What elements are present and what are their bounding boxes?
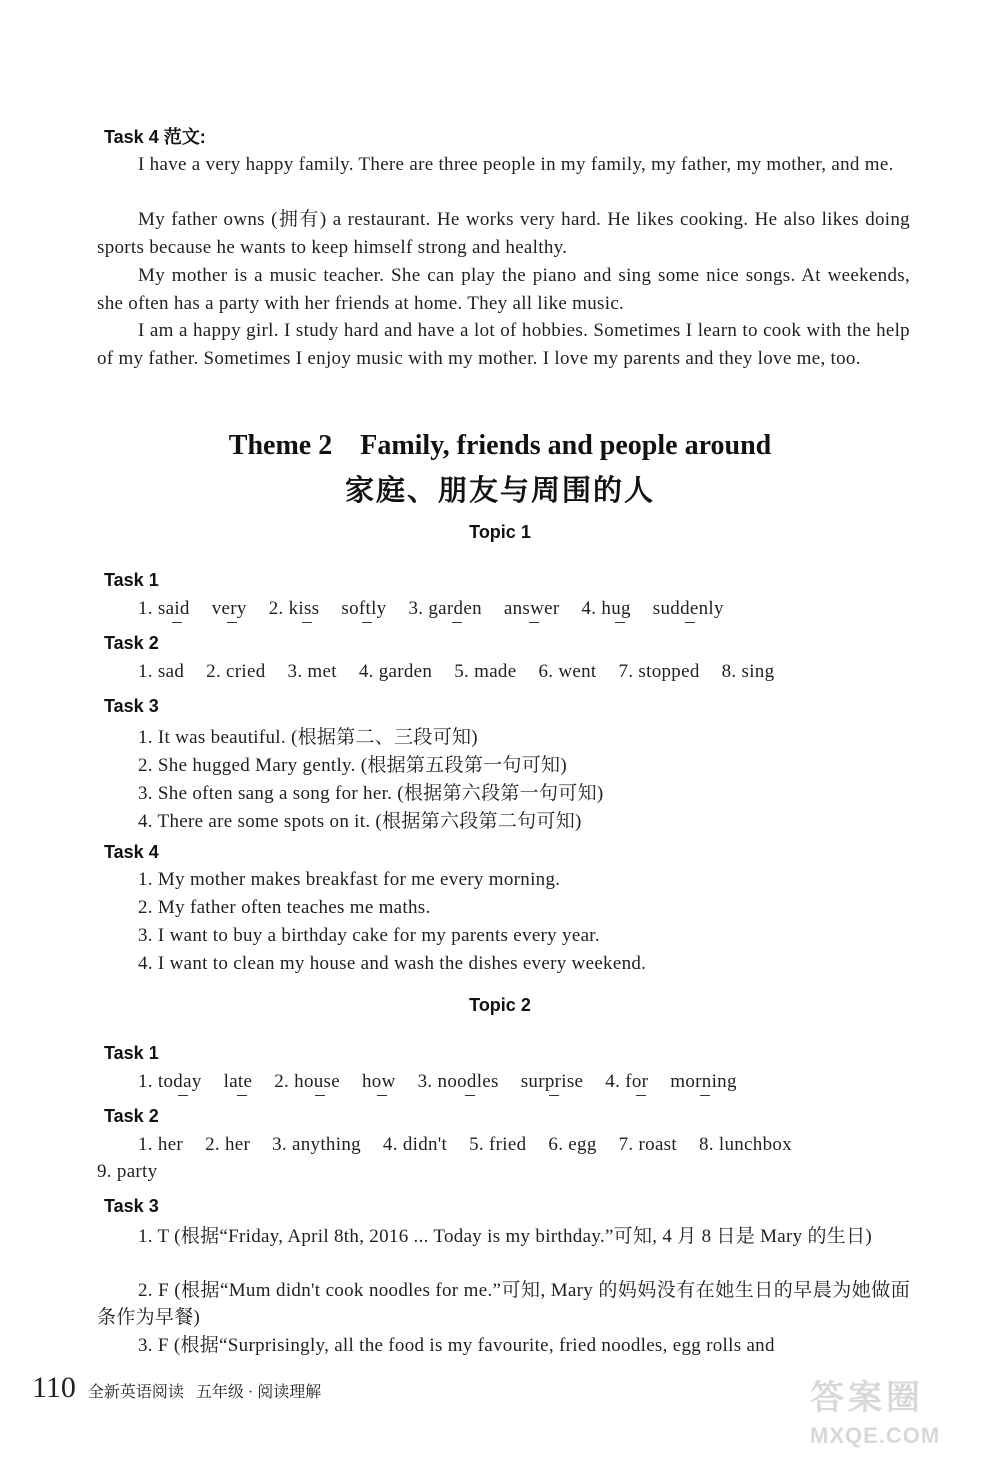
answer-word: very — [211, 598, 247, 619]
topic1-task2-answers — [138, 661, 796, 683]
topic2-task2-answer-9: 9. party — [97, 1161, 158, 1182]
essay-paragraph-4: I am a happy girl. I study hard and have a lot of hobbies. Sometimes I learn to cook with the help of my father. Sometimes I enjoy music with my mother. I love my parents and they love me, too. — [97, 320, 910, 369]
answer-word: 5. made — [454, 661, 517, 682]
answer-word: hug — [601, 598, 631, 619]
answer-word: said — [157, 598, 190, 619]
answer-number: 4. — [581, 598, 602, 619]
watermark-text: 答案圈 — [810, 1379, 924, 1417]
answer-word: surprise — [520, 1071, 584, 1092]
answer-word: how — [361, 1071, 396, 1092]
topic2-task3-item: 1. T (根据“Friday, April 8th, 2016 ... Today is my birthday.”可知, 4 月 8 日是 Mary 的生日) — [138, 1226, 873, 1247]
essay-paragraph-3: My mother is a music teacher. She can play the piano and sing some nice songs. At weekends, she often has a party with her friends at home. They all like music. — [97, 265, 910, 314]
answer-number: 4. — [605, 1071, 626, 1092]
answer-word: for — [625, 1071, 649, 1092]
answer-word: suddenly — [652, 598, 724, 619]
answer-word: 3. met — [287, 661, 337, 682]
theme-title-chinese: 家庭、朋友与周围的人 — [344, 475, 655, 507]
answer-word: 2. her — [205, 1134, 251, 1155]
answer-word: 1. sad — [138, 661, 185, 682]
topic1-task4-item: 4. I want to clean my house and wash the dishes every weekend. — [138, 953, 647, 974]
answer-word: 2. cried — [206, 661, 266, 682]
answer-word: noodles — [437, 1071, 499, 1092]
answer-word: 8. sing — [721, 661, 775, 682]
answer-word: morning — [670, 1071, 737, 1092]
answer-word: house — [294, 1071, 340, 1092]
answer-word: 7. roast — [618, 1134, 677, 1155]
book-title: 全新英语阅读 五年级 · 阅读理解 — [87, 1384, 322, 1401]
answer-word: 3. anything — [272, 1134, 361, 1155]
topic1-task4-item: 1. My mother makes breakfast for me every morning. — [138, 869, 561, 890]
answer-word: 4. garden — [358, 661, 433, 682]
answer-word: 1. her — [138, 1134, 184, 1155]
watermark-url: MXQE.COM — [810, 1423, 941, 1448]
answer-word: answer — [503, 598, 560, 619]
site-watermark-logo — [810, 1370, 995, 1455]
essay-paragraph-2: My father owns (拥有) a restaurant. He works very hard. He likes cooking. He also likes doing sports because he wants to keep himself strong and healthy. — [97, 209, 910, 258]
answer-word: late — [223, 1071, 253, 1092]
topic1-task3-item: 4. There are some spots on it. (根据第六段第二句可知) — [138, 811, 582, 832]
answer-word: garden — [428, 598, 482, 619]
topic1-task3-item: 3. She often sang a song for her. (根据第六段第一句可知) — [138, 783, 604, 804]
answer-number: 1. — [138, 598, 158, 619]
answer-word: softly — [341, 598, 387, 619]
page-footer — [32, 1371, 321, 1405]
answer-word: 8. lunchbox — [698, 1134, 792, 1155]
topic2-task3-item: 3. F (根据“Surprisingly, all the food is my favourite, fried noodles, egg rolls and — [138, 1335, 775, 1356]
topic1-task2-heading: Task 2 — [104, 633, 159, 653]
answer-word: 7. stopped — [618, 661, 700, 682]
answer-number: 1. — [138, 1071, 158, 1092]
topic1-task1-heading: Task 1 — [104, 570, 159, 590]
task4-essay-heading: Task 4 范文: — [104, 127, 206, 147]
page-number: 110 — [32, 1371, 76, 1404]
topic1-title: Topic 1 — [469, 522, 531, 542]
answer-word: kiss — [288, 598, 320, 619]
answer-word: 6. egg — [548, 1134, 597, 1155]
topic1-task3-item: 2. She hugged Mary gently. (根据第五段第一句可知) — [138, 755, 567, 776]
answer-word: 6. went — [538, 661, 597, 682]
topic2-task1-heading: Task 1 — [104, 1043, 159, 1063]
topic2-task2-answers — [138, 1134, 814, 1156]
answer-word: 4. didn't — [382, 1134, 448, 1155]
theme-title-english: Theme 2 Family, friends and people around — [228, 430, 772, 461]
topic1-task4-item: 2. My father often teaches me maths. — [138, 897, 431, 918]
topic2-task1-answers — [138, 1071, 759, 1093]
answer-number: 3. — [417, 1071, 438, 1092]
topic1-task3-item: 1. It was beautiful. (根据第二、三段可知) — [138, 727, 478, 748]
topic2-task2-heading: Task 2 — [104, 1106, 159, 1126]
answer-word: 5. fried — [469, 1134, 527, 1155]
topic2-task3-item: 2. F (根据“Mum didn't cook noodles for me.”可知, Mary 的妈妈没有在她生日的早晨为她做面条作为早餐) — [97, 1280, 910, 1328]
topic2-title: Topic 2 — [469, 995, 531, 1015]
essay-paragraph-1: I have a very happy family. There are three people in my family, my father, my mother, and me. — [138, 154, 894, 175]
answer-number: 2. — [274, 1071, 295, 1092]
topic1-task1-answers — [138, 598, 746, 620]
answer-word: today — [157, 1071, 202, 1092]
topic1-task4-heading: Task 4 — [104, 842, 159, 862]
answer-number: 2. — [268, 598, 289, 619]
topic1-task4-item: 3. I want to buy a birthday cake for my parents every year. — [138, 925, 600, 946]
topic2-task3-heading: Task 3 — [104, 1196, 159, 1216]
topic1-task3-heading: Task 3 — [104, 696, 159, 716]
answer-number: 3. — [408, 598, 429, 619]
